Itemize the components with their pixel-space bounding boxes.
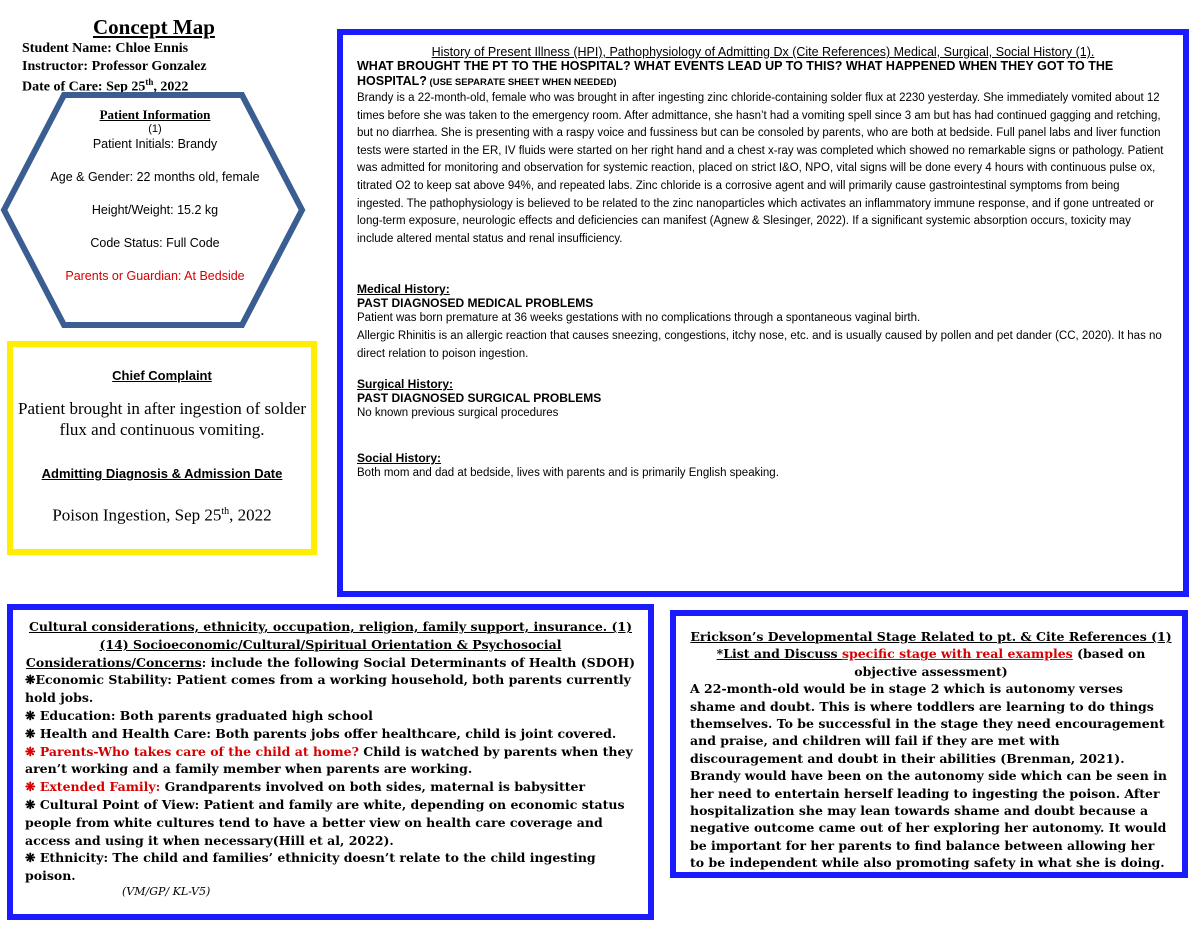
hpi-box xyxy=(337,29,1189,597)
extended-family: ❋ Extended Family: Grandparents involved on both sides, maternal is babysitter xyxy=(25,779,586,795)
erickson-stage-box xyxy=(670,610,1188,878)
ethnicity: ❋ Ethnicity: The child and families’ ethnicity doesn’t relate to the child ingesting poison. xyxy=(25,850,596,884)
admitting-diagnosis-text: Poison Ingestion, Sep 25th, 2022 xyxy=(52,505,272,525)
student-name: Student Name: Chloe Ennis xyxy=(22,41,189,56)
hpi-title: History of Present Illness (HPI), Pathophysiology of Admitting Dx (Cite References) Medical, Surgical, Social History (1). xyxy=(431,45,1095,59)
medical-history-subheading: PAST DIAGNOSED MEDICAL PROBLEMS xyxy=(357,296,594,311)
instructor-name: Instructor: Professor Gonzalez xyxy=(22,59,207,74)
erickson-heading: Erickson’s Developmental Stage Related to pt. & Cite References (1) *List and Discuss specific stage with real examples (based on objective assessment) xyxy=(690,629,1172,679)
cultural-heading-1: Cultural considerations, ethnicity, occupation, religion, family support, insurance. (1) xyxy=(28,619,633,634)
social-history-heading: Social History: xyxy=(357,450,442,465)
patient-info-ref: (1) xyxy=(148,123,162,135)
cultural-heading-2: (14) Socioeconomic/Cultural/Spiritual Orientation & Psychosocial xyxy=(99,636,562,652)
cultural-considerations-box xyxy=(7,604,654,920)
medical-history-item: Patient was born premature at 36 weeks gestations with no complications through a spontaneous vaginal birth. xyxy=(357,312,921,325)
date-of-care: Date of Care: Sep 25th, 2022 xyxy=(22,77,189,95)
cultural-point-of-view: ❋ Cultural Point of View: Patient and family are white, depending on economic status people from white cultures tend to have a better view on health care coverage and access and using it when necessary(Hill et al, 2022). xyxy=(25,796,625,848)
admitting-diagnosis-heading: Admitting Diagnosis & Admission Date xyxy=(41,466,283,481)
health-care: ❋ Health and Health Care: Both parents jobs offer healthcare, child is joint covered. xyxy=(25,725,617,741)
chief-complaint-heading: Chief Complaint xyxy=(112,368,212,383)
medical-history-item: Allergic Rhinitis is an allergic reaction that causes sneezing, congestions, itchy nose, etc. and is usually caused by pollen and pet dander (CC, 2020). It has no direct relation to poison ingestion. xyxy=(357,329,1162,360)
erickson-body: A 22-month-old would be in stage 2 which is autonomy verses shame and doubt. This is where toddlers are learning to do things themselves. To be successful in the stage they need encouragement and praise, and children will fail if they are met with discouragement and doubt in their abilities (Brenman, 2021). Brandy would have been on the autonomy side which can be seen in her need to entertain herself leading to ingesting the poison. After hospitalization she may lean towards shame and doubt because a negative outcome came out of her exploring her autonomy. It would be important for her parents to find balance between allowing her to be independent while also promoting safety in what she is doing. xyxy=(690,681,1167,871)
page-title: Concept Map xyxy=(93,15,215,39)
guardian-status: Parents or Guardian: At Bedside xyxy=(65,269,245,283)
grader-initials: (VM/GP/ KL-V5) xyxy=(122,884,211,898)
chief-complaint-text: Patient brought in after ingestion of solder flux and continuous vomiting. xyxy=(18,399,306,439)
surgical-history-item: No known previous surgical procedures xyxy=(357,407,559,420)
economic-stability: ❋Economic Stability: Patient comes from a working household, both parents currently hold jobs. xyxy=(25,672,631,706)
code-status: Code Status: Full Code xyxy=(90,236,220,250)
surgical-history-heading: Surgical History: xyxy=(357,377,454,392)
patient-info-content xyxy=(25,107,285,283)
cultural-heading-3: Considerations/Concerns: include the following Social Determinants of Health (SDOH) xyxy=(25,654,636,670)
medical-history-heading: Medical History: xyxy=(357,282,450,297)
chief-complaint-box xyxy=(7,341,317,555)
age-gender: Age & Gender: 22 months old, female xyxy=(50,170,260,184)
social-history-item: Both mom and dad at bedside, lives with parents and is primarily English speaking. xyxy=(357,466,779,479)
surgical-history-subheading: PAST DIAGNOSED SURGICAL PROBLEMS xyxy=(357,391,602,406)
education: ❋ Education: Both parents graduated high school xyxy=(25,707,373,723)
hpi-question: WHAT BROUGHT THE PT TO THE HOSPITAL? WHAT EVENTS LEAD UP TO THIS? WHAT HAPPENED WHEN THEY GOT TO THE HOSPITAL? (USE SEPARATE SHEET WHEN NEEDED) xyxy=(357,59,1114,88)
patient-info-heading: Patient Information xyxy=(99,107,211,122)
parents-care: ❋ Parents-Who takes care of the child at home? Child is watched by parents when they aren’t working and a family member when parents are working. xyxy=(25,743,633,777)
height-weight: Height/Weight: 15.2 kg xyxy=(91,203,219,217)
hpi-body: Brandy is a 22-month-old, female who was brought in after ingesting zinc chloride-containing solder flux at 2230 yesterday. She immediately vomited about 12 times before she was taken to the emergency room. After admittance, she hasn’t had a vomiting spell since 3 am but has had continued gagging and retching, but no diarrhea. She is presenting with a raspy voice and fussiness but can be consoled by parents, who are both at bedside. Full panel labs and liver function tests were started in the ER, IV fluids were started on her right hand and a chest x-ray was completed which showed no remarkable signs or pathology. Patient was admitted for monitoring and observation for systemic reaction, placed on strict I&O, NPO, vital signs will be done every 4 hours with continuous pulse ox, titrated O2 to keep sat above 94%, and repeated labs. Zinc chloride is a corrosive agent and will primarily cause gastrointestinal symptoms from being ingested. The pathophysiology is believed to be related to the zinc nanoparticles which activates an inflammatory immune response, and if gone untreated or long-term exposure, neurologic effects and deficiencies can manifest (Agnew & Slesinger, 2022). If a significant systemic absorption occurs, toxicity may include altered mental status and renal insufficiency. xyxy=(357,92,1164,245)
patient-initials: Patient Initials: Brandy xyxy=(92,137,218,151)
patient-info-hexagon xyxy=(0,90,306,330)
